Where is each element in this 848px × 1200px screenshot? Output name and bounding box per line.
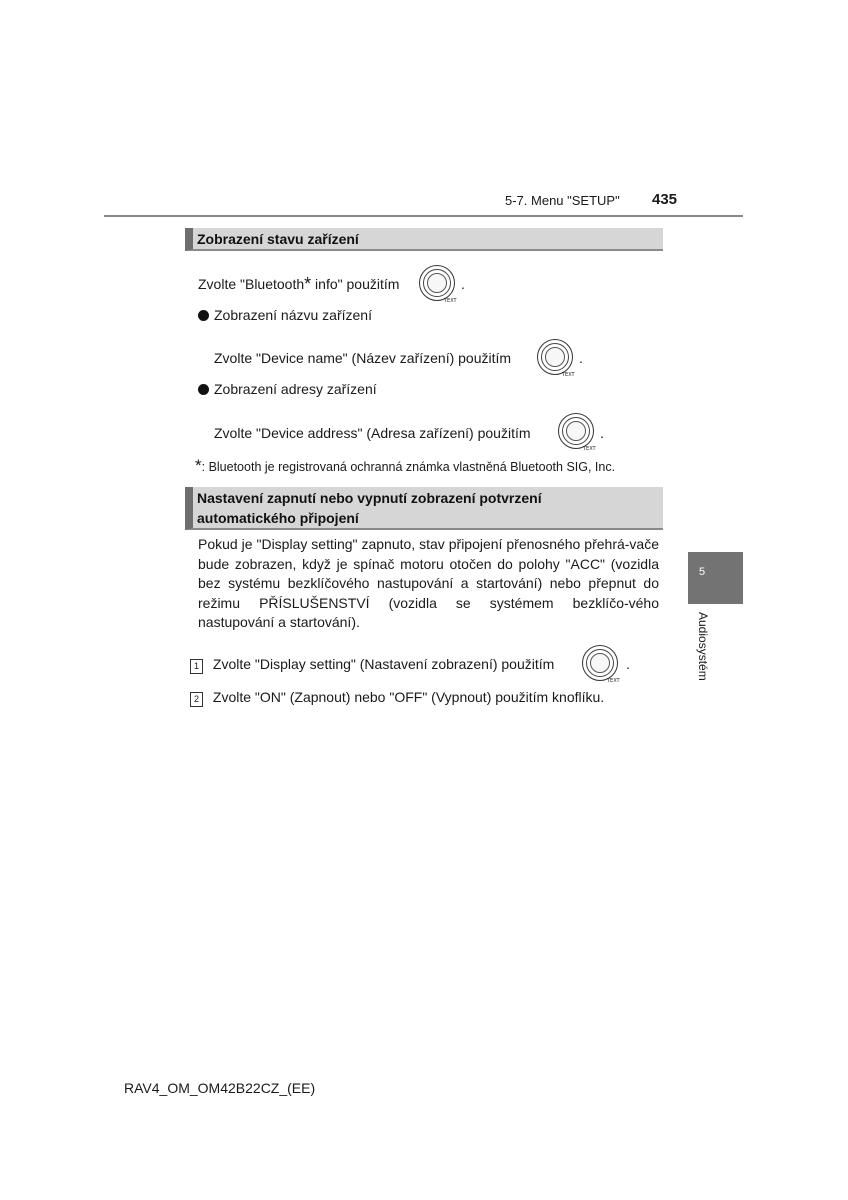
page-number: 435 — [652, 191, 678, 208]
period: . — [626, 656, 630, 672]
instruction-text: Zvolte "Bluetooth — [198, 276, 305, 292]
document-code: RAV4_OM_OM42B22CZ_(EE) — [124, 1080, 316, 1096]
bullet-device-name — [198, 306, 372, 325]
description-paragraph: Pokud je "Display setting" zapnuto, stav připojení přenosného přehrá-vače bude zobrazen, když je spínač motoru otočen do polohy "ACC" (vozidla bez systému bezklíčového nastupování a startování) nebo přepnut do režimu PŘÍSLUŠENSTVÍ (vozidla se systémem bezklíčo-vého nastupování a startování). — [198, 536, 659, 631]
instruction-text: info" použitím — [311, 276, 400, 292]
footnote-text: : Bluetooth je registrovaná ochranná známka vlastněná Bluetooth SIG, Inc. — [201, 460, 616, 474]
tune-knob-icon: TEXT — [419, 265, 455, 301]
header-section-title: 5-7. Menu "SETUP" — [505, 193, 620, 208]
step-text: Zvolte "ON" (Zapnout) nebo "OFF" (Vypnout) použitím knoflíku. — [212, 689, 605, 705]
tune-knob-icon: TEXT — [537, 339, 573, 375]
chapter-number: 5 — [699, 566, 706, 578]
section-heading-auto-connect-confirm — [185, 487, 663, 530]
bullet-text: Zobrazení názvu zařízení — [214, 307, 372, 323]
step-number: 2 — [190, 692, 203, 707]
step-text: Zvolte "Display setting" (Nastavení zobrazení) použitím — [212, 656, 555, 672]
instruction-device-address: Zvolte "Device address" (Adresa zařízení) použitím — [214, 425, 531, 441]
footnote — [195, 456, 615, 476]
section-heading-device-status: Zobrazení stavu zařízení — [185, 228, 663, 251]
bullet-icon — [198, 310, 209, 321]
bullet-icon — [198, 384, 209, 395]
tune-knob-icon: TEXT — [582, 645, 618, 681]
instruction-device-name: Zvolte "Device name" (Název zařízení) použitím — [214, 350, 512, 366]
period: . — [461, 276, 465, 292]
footnote-mark: * — [195, 456, 202, 475]
asterisk: * — [304, 274, 312, 294]
step-2 — [190, 688, 604, 707]
chapter-label: Audiosystém — [696, 612, 710, 681]
tune-knob-icon: TEXT — [558, 413, 594, 449]
section-heading-line: automatického připojení — [197, 510, 359, 526]
period: . — [579, 350, 583, 366]
header-rule — [104, 215, 743, 217]
bullet-device-address — [198, 380, 377, 399]
step-number: 1 — [190, 659, 203, 674]
period: . — [600, 425, 604, 441]
instruction-bluetooth-info — [198, 275, 399, 294]
chapter-tab — [688, 552, 743, 604]
step-1 — [190, 655, 554, 674]
bullet-text: Zobrazení adresy zařízení — [214, 381, 377, 397]
section-heading-line: Nastavení zapnutí nebo vypnutí zobrazení potvrzení — [197, 490, 542, 506]
